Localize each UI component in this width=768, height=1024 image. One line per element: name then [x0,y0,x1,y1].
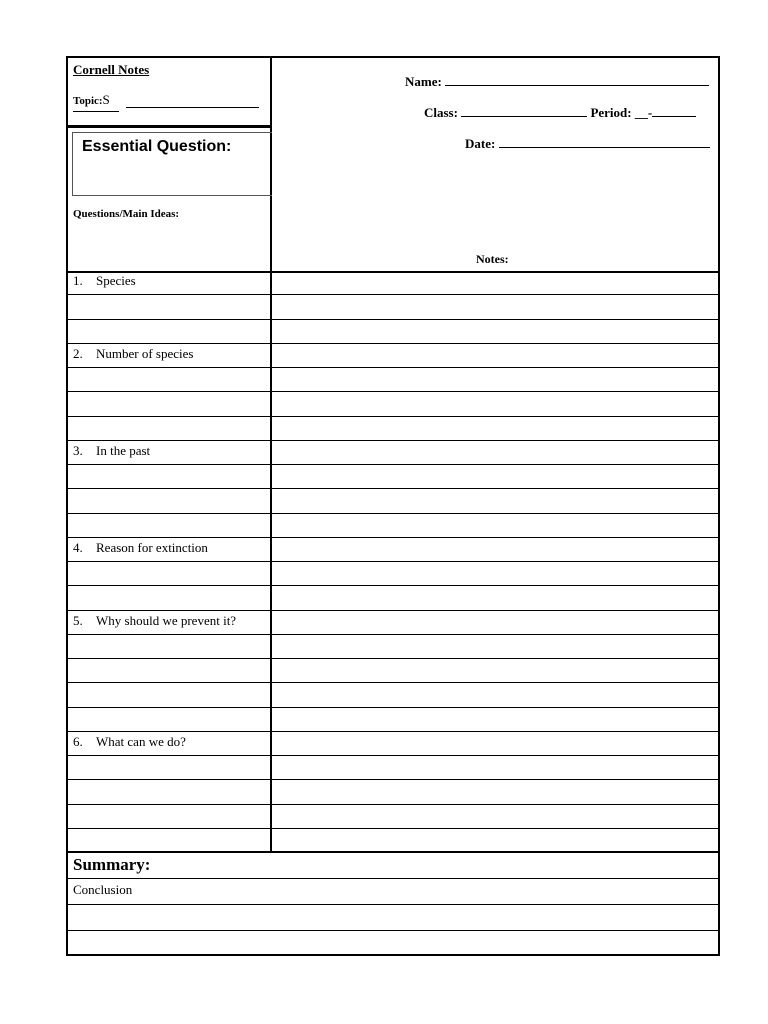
essential-question-label: Essential Question: [82,138,232,155]
cue-cell[interactable] [68,538,272,561]
cue-cell[interactable] [68,417,272,440]
topic-underline-continued [73,111,119,112]
period-label: Period: [590,105,632,120]
name-field[interactable] [405,74,709,90]
cue-number: 4. [73,539,83,555]
note-row[interactable] [68,514,718,538]
cue-cell[interactable] [68,780,272,803]
cue-cell[interactable] [68,392,272,415]
note-row[interactable] [68,659,718,683]
note-row[interactable] [68,417,718,441]
cue-cell[interactable] [68,562,272,585]
note-row[interactable] [68,635,718,659]
cue-cell[interactable] [68,659,272,682]
cue-cell[interactable] [68,271,272,294]
note-row[interactable] [68,829,718,853]
cue-cell[interactable] [68,756,272,779]
period-line [652,105,696,117]
date-field[interactable] [465,136,710,152]
note-row[interactable] [68,320,718,344]
topic-underline [126,107,259,108]
summary-section [68,853,718,957]
note-row[interactable] [68,611,718,635]
cue-text: Species [96,273,136,288]
cue-cell[interactable] [68,586,272,609]
note-row[interactable] [68,489,718,513]
cue-cell[interactable] [68,320,272,343]
note-row[interactable] [68,756,718,780]
note-row[interactable] [68,732,718,756]
cue-number: 6. [73,733,83,749]
cue-cell[interactable] [68,805,272,828]
cue-cell[interactable] [68,344,272,367]
name-line [445,74,709,86]
topic-label: Topic: [73,95,103,107]
note-row[interactable] [68,780,718,804]
cue-cell[interactable] [68,514,272,537]
cue-cell[interactable] [68,465,272,488]
summary-line[interactable] [68,931,718,957]
notes-label: Notes: [476,252,509,266]
cue-text: In the past [96,442,151,458]
topic-value: S [102,92,110,107]
summary-line[interactable]: Conclusion [68,879,718,905]
note-row[interactable] [68,805,718,829]
sheet-title: Cornell Notes [73,62,150,77]
cue-cell[interactable] [68,635,272,658]
note-row[interactable] [68,441,718,465]
summary-line[interactable] [68,905,718,931]
divider [68,125,272,128]
cue-cell[interactable] [68,489,272,512]
cue-cell[interactable] [68,295,272,318]
note-row[interactable] [68,708,718,732]
cue-text: Why should we prevent it? [96,612,237,628]
summary-label: Summary: [68,853,718,879]
cue-cell[interactable] [68,732,272,755]
questions-main-ideas-label: Questions/Main Ideas: [73,208,180,220]
cue-text: What can we do? [96,733,186,749]
cue-number: 3. [73,442,83,458]
period-value: __- [634,105,653,120]
cue-cell[interactable] [68,611,272,634]
essential-question-box[interactable] [72,132,272,196]
cue-cell[interactable] [68,829,272,851]
note-row[interactable] [68,271,718,295]
cue-cell[interactable] [68,683,272,706]
cue-cell[interactable] [68,441,272,464]
class-line [461,105,587,117]
header-left-panel [68,58,272,271]
note-row[interactable] [68,465,718,489]
topic-field[interactable] [73,92,110,108]
date-line [499,136,710,148]
cue-number: 2. [73,345,83,361]
note-row[interactable] [68,683,718,707]
note-row[interactable] [68,295,718,319]
class-label: Class: [424,105,458,120]
note-row[interactable] [68,562,718,586]
cue-cell[interactable] [68,708,272,731]
date-label: Date: [465,136,496,151]
note-row[interactable] [68,586,718,610]
cue-cell[interactable] [68,368,272,391]
note-row[interactable] [68,538,718,562]
cue-number: 5. [73,612,83,628]
cue-text: Number of species [96,345,194,361]
note-row[interactable] [68,368,718,392]
note-row[interactable] [68,392,718,416]
class-field[interactable] [424,105,696,121]
notes-rows [68,271,718,853]
cornell-notes-sheet [66,56,720,956]
name-label: Name: [405,74,442,89]
header-section [68,58,718,273]
cue-number: 1. [73,273,83,288]
note-row[interactable] [68,344,718,368]
cue-text: Reason for extinction [96,539,208,555]
